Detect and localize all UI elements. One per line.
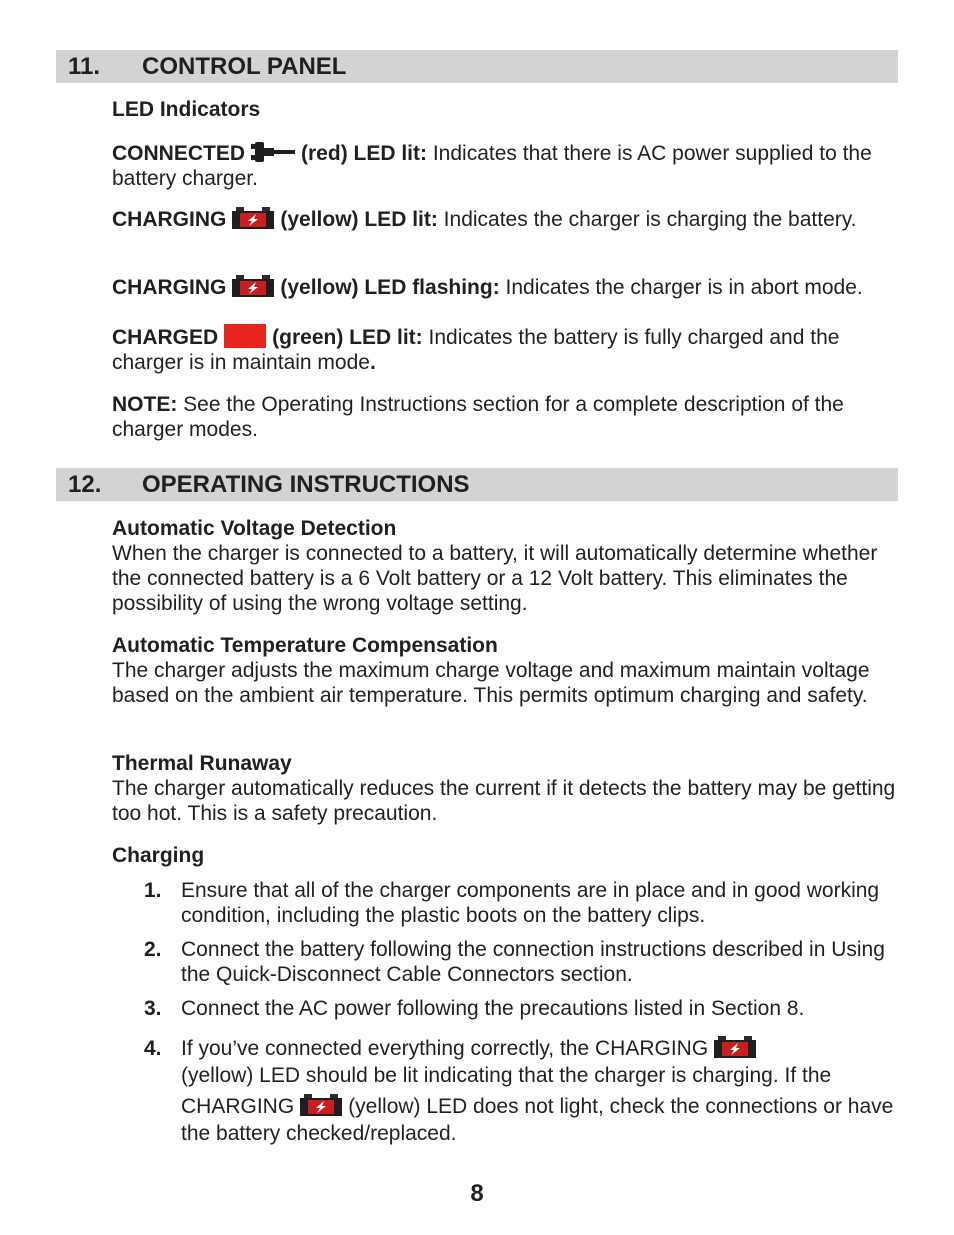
battery-bolt-icon — [714, 1036, 756, 1058]
step-text: (yellow) LED should be lit indicating that the charger is charging. If the — [181, 1064, 832, 1087]
subsection-heading: Automatic Voltage Detection — [112, 517, 397, 540]
step-number: 4. — [144, 1037, 162, 1060]
step-text: Connect the AC power following the precautions listed in Section 8. — [181, 997, 805, 1020]
subsection-text: The charger adjusts the maximum charge voltage and maximum maintain voltage based on the ambient air temperature. This permits optimum charging and safety. — [112, 659, 870, 707]
led-description: Indicates the charger is charging the battery. — [437, 208, 857, 231]
step-text: CHARGING — [181, 1095, 295, 1118]
led-charging-lit-item — [112, 207, 902, 232]
battery-bolt-icon — [300, 1094, 342, 1116]
led-charging-flashing-item — [112, 275, 902, 300]
led-label: CHARGING — [112, 208, 227, 231]
step-text: Connect the battery following the connection instructions described in Using the Quick-Disconnect Cable Connectors section. — [181, 938, 885, 986]
list-item — [144, 1030, 904, 1147]
list-item — [144, 996, 904, 1021]
led-state: (yellow) LED lit: — [280, 208, 438, 231]
section-title: OPERATING INSTRUCTIONS — [142, 471, 470, 498]
charging-heading: Charging — [112, 844, 205, 867]
list-item — [144, 878, 904, 928]
led-state: (green) LED lit: — [272, 326, 423, 349]
charging-steps — [144, 1030, 904, 1147]
section-title: CONTROL PANEL — [142, 53, 347, 80]
led-charged-item: CHARGED (green) LED lit: Indicates the battery is fully charged and the charger is in maintain mode. — [112, 326, 840, 374]
note-paragraph — [112, 392, 902, 442]
charging-steps — [144, 996, 904, 1021]
list-item — [144, 937, 904, 987]
step-text: If you’ve connected everything correctly, the CHARGING — [181, 1037, 709, 1060]
note-label: NOTE: — [112, 393, 178, 416]
battery-bolt-icon — [232, 207, 274, 229]
led-indicators-heading: LED Indicators — [112, 98, 261, 121]
subsection-text: When the charger is connected to a battery, it will automatically determine whether the connected battery is a 6 Volt battery or a 12 Volt battery. This eliminates the possibility of using the wrong voltage setting. — [112, 542, 878, 615]
full-battery-icon — [224, 324, 266, 348]
subsection-text: The charger automatically reduces the current if it detects the battery may be getting too hot. This is a safety precaution. — [112, 777, 896, 825]
battery-bolt-icon — [232, 275, 274, 297]
page-number: 8 — [470, 1180, 484, 1207]
led-connected-item — [112, 140, 902, 191]
led-label: CHARGING — [112, 276, 227, 299]
subsection-heading: Thermal Runaway — [112, 752, 292, 775]
section-header-control-panel — [56, 50, 898, 83]
auto-voltage-detection — [112, 516, 902, 616]
led-state: (red) LED lit: — [301, 142, 428, 165]
plug-icon — [251, 140, 295, 164]
note-text: See the Operating Instructions section for a complete description of the charger modes. — [112, 393, 844, 441]
led-description: Indicates the charger is in abort mode. — [499, 276, 863, 299]
led-description: Indicates the battery is fully charged and the charger is in maintain mode — [112, 326, 840, 374]
section-number: 11. — [68, 53, 101, 80]
section-header-operating-instructions — [56, 468, 898, 501]
thermal-runaway — [112, 751, 902, 826]
led-description: Indicates that there is AC power supplied to the battery charger. — [112, 142, 872, 190]
subsection-heading: Automatic Temperature Compensation — [112, 634, 498, 657]
led-label: CONNECTED — [112, 142, 246, 165]
charging-steps — [144, 937, 904, 987]
step-number: 3. — [144, 997, 162, 1020]
led-state: (yellow) LED flashing: — [280, 276, 500, 299]
step-text: (yellow) LED does not light, check the connections or have the battery checked/replaced. — [181, 1095, 894, 1145]
charging-steps — [144, 878, 904, 928]
step-number: 1. — [144, 879, 162, 902]
auto-temperature-compensation — [112, 633, 902, 708]
step-number: 2. — [144, 938, 162, 961]
step-text: Ensure that all of the charger components are in place and in good working condition, including the plastic boots on the battery clips. — [181, 879, 880, 927]
section-number: 12. — [68, 471, 102, 498]
led-label: CHARGED — [112, 326, 219, 349]
